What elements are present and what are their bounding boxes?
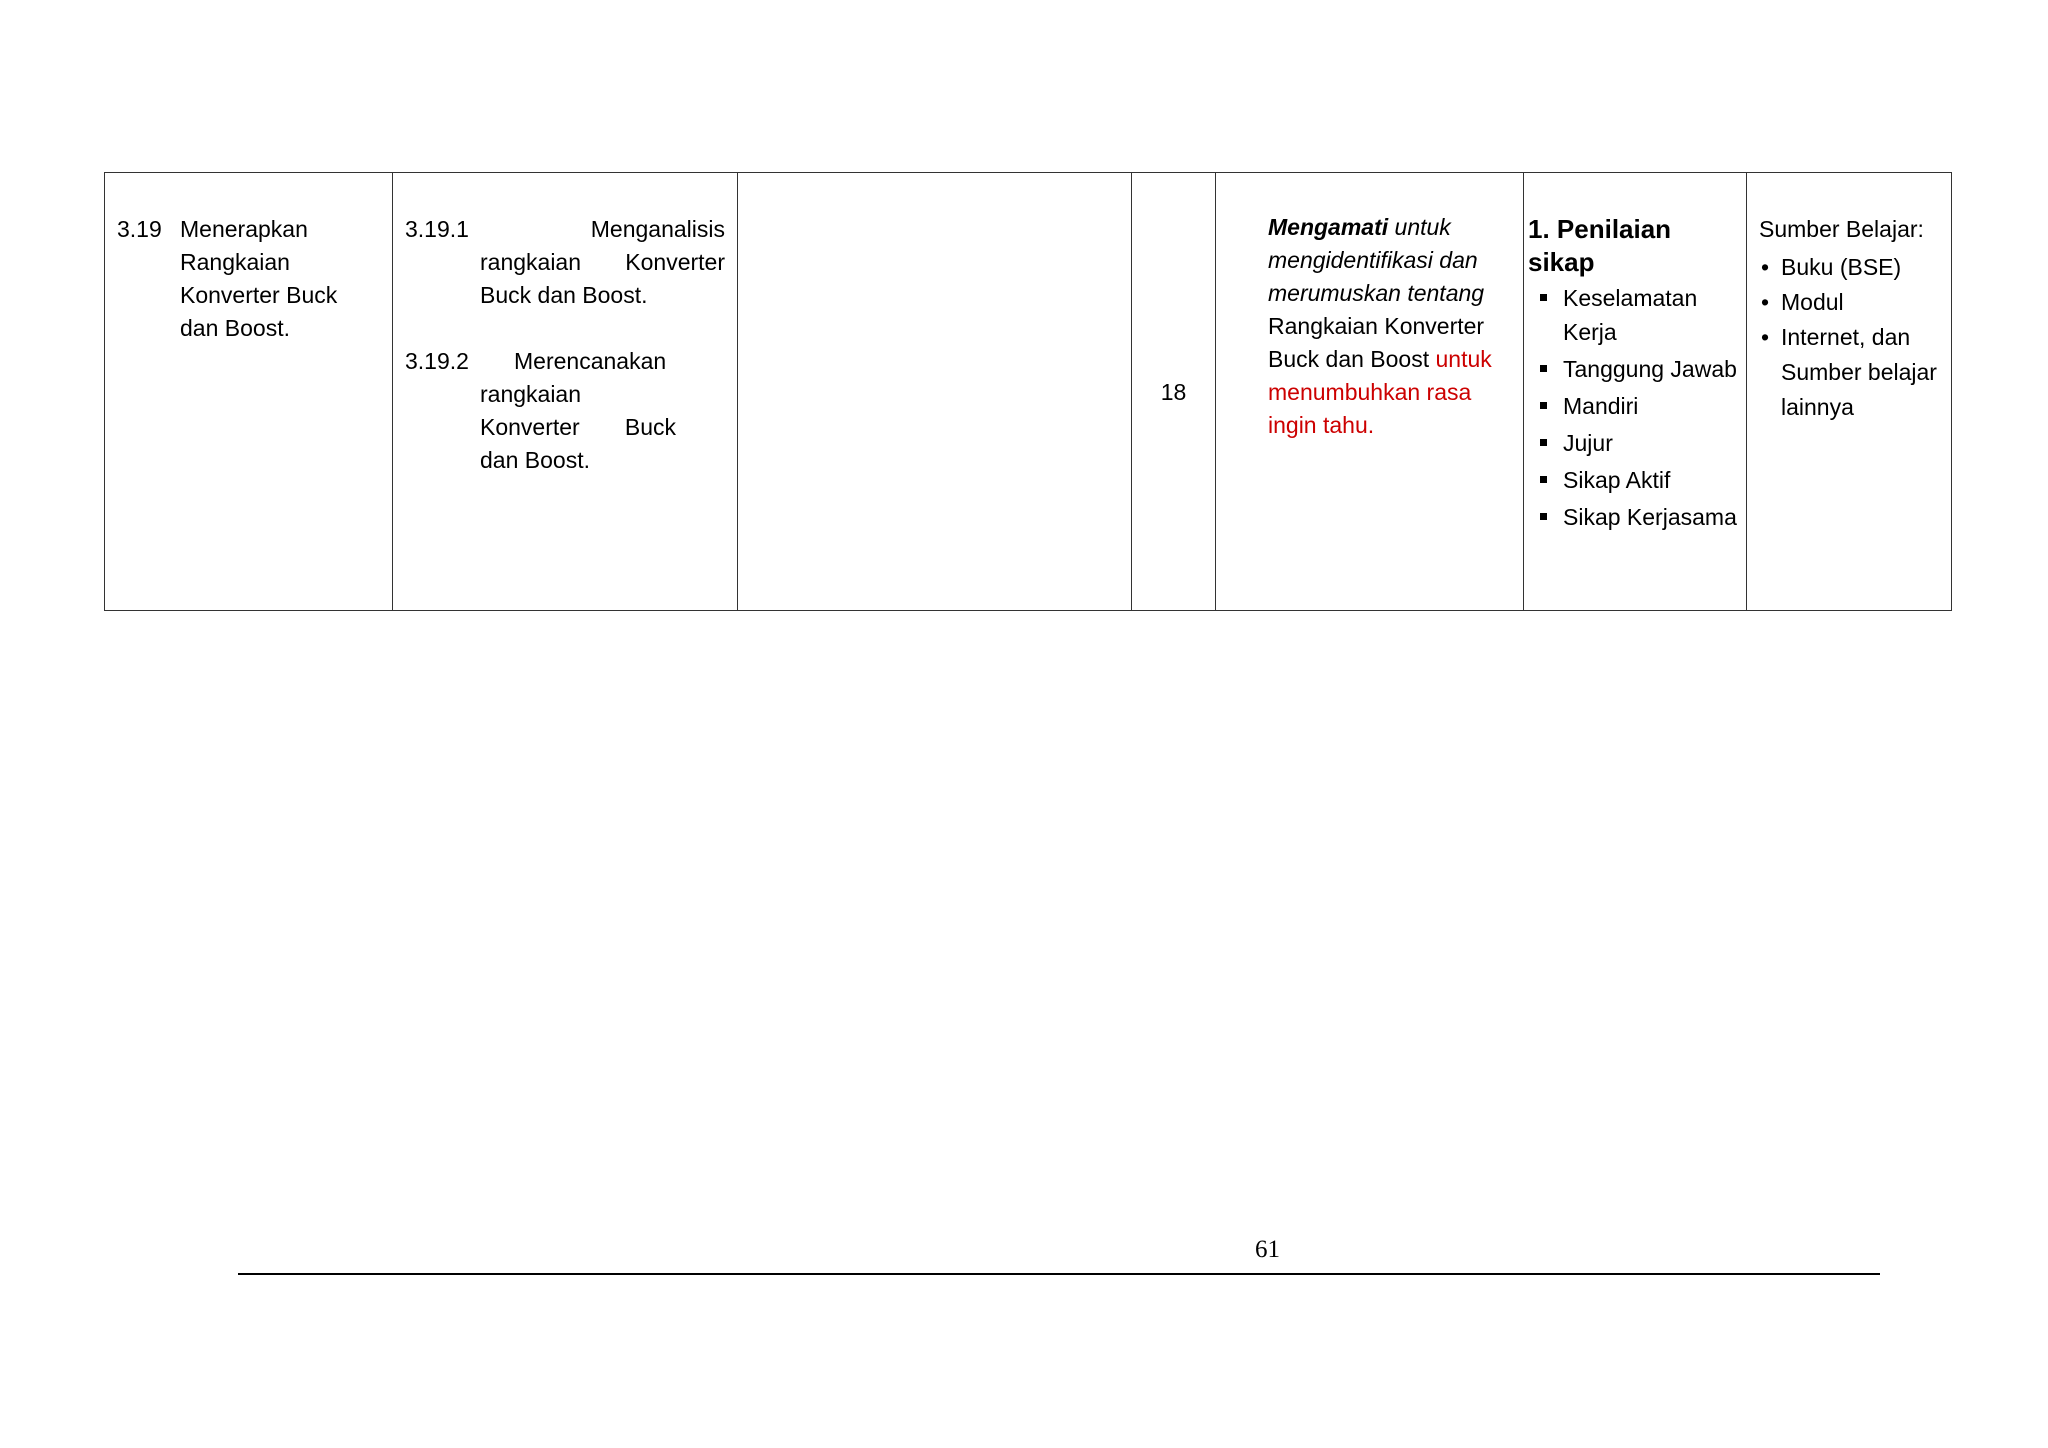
sources-cell — [1747, 173, 1952, 611]
assessment-item — [1528, 352, 1740, 386]
competency-line: Menerapkan — [180, 216, 308, 242]
activity-normal: Rangkaian Konverter Buck dan Boost — [1268, 313, 1485, 372]
indicator-item — [405, 345, 725, 477]
table-row — [105, 173, 1952, 611]
syllabus-table — [104, 172, 1952, 611]
source-item — [1759, 320, 1947, 425]
competency-cell — [105, 173, 393, 611]
source-item-label: Modul — [1781, 289, 1844, 315]
assessment-list — [1528, 281, 1740, 534]
footer-divider — [238, 1273, 1880, 1275]
source-item-label: Internet, dan Sumber belajar lainnya — [1781, 324, 1937, 420]
indicator-cell — [393, 173, 738, 611]
indicator-line: dan Boost. — [480, 447, 590, 473]
indicator-line: rangkaian Konverter — [480, 249, 725, 275]
activity-italic: untuk mengidentifikasi dan merumuskan tentang — [1268, 214, 1485, 306]
indicator-line: Merencanakan — [514, 348, 667, 374]
activity-cell — [1216, 173, 1524, 611]
indicator-line: Buck dan Boost. — [480, 282, 648, 308]
time-allocation-cell — [1132, 173, 1216, 611]
bullet-icon: • — [1761, 254, 1770, 280]
sources-title: Sumber Belajar: — [1759, 216, 1924, 242]
competency-line: Konverter Buck — [180, 282, 338, 308]
indicator-line: Menganalisis — [590, 216, 725, 242]
time-allocation: 18 — [1160, 379, 1187, 405]
competency-line: Rangkaian — [180, 249, 290, 275]
source-item — [1759, 250, 1947, 285]
activity-text — [1216, 173, 1523, 442]
assessment-item-label: Sikap Aktif — [1563, 467, 1671, 493]
page-number: 61 — [1255, 1236, 1280, 1263]
assessment-item — [1528, 500, 1740, 534]
square-bullet-icon — [1540, 476, 1547, 483]
indicator-line: Konverter Buck — [480, 414, 676, 440]
assessment-item-label: Keselamatan Kerja — [1563, 285, 1698, 345]
indicator-number: 3.19.1 — [405, 216, 469, 242]
square-bullet-icon — [1540, 402, 1547, 409]
bullet-icon: • — [1761, 324, 1770, 350]
material-cell — [738, 173, 1132, 611]
assessment-item-label: Tanggung Jawab — [1563, 356, 1737, 382]
assessment-item-label: Jujur — [1563, 430, 1613, 456]
assessment-cell — [1524, 173, 1747, 611]
assessment-item-label: Sikap Kerjasama — [1563, 504, 1737, 530]
source-item — [1759, 285, 1947, 320]
assessment-item — [1528, 389, 1740, 423]
square-bullet-icon — [1540, 365, 1547, 372]
activity-highlight: untuk menumbuhkan rasa ingin tahu. — [1268, 346, 1492, 438]
competency-number: 3.19 — [117, 216, 162, 242]
indicator-number: 3.19.2 — [405, 348, 469, 374]
square-bullet-icon — [1540, 513, 1547, 520]
assessment-title: 1. Penilaian sikap — [1528, 214, 1672, 277]
indicator-item — [405, 213, 725, 312]
assessment-item — [1528, 426, 1740, 460]
bullet-icon: • — [1761, 289, 1770, 315]
activity-lead: Mengamati — [1268, 214, 1389, 240]
assessment-item-label: Mandiri — [1563, 393, 1639, 419]
assessment-item — [1528, 463, 1740, 497]
competency-line: dan Boost. — [180, 315, 290, 341]
square-bullet-icon — [1540, 439, 1547, 446]
indicator-line: rangkaian — [480, 381, 582, 407]
assessment-item — [1528, 281, 1740, 349]
source-item-label: Buku (BSE) — [1781, 254, 1902, 280]
sources-list — [1759, 250, 1947, 425]
square-bullet-icon — [1540, 294, 1547, 301]
